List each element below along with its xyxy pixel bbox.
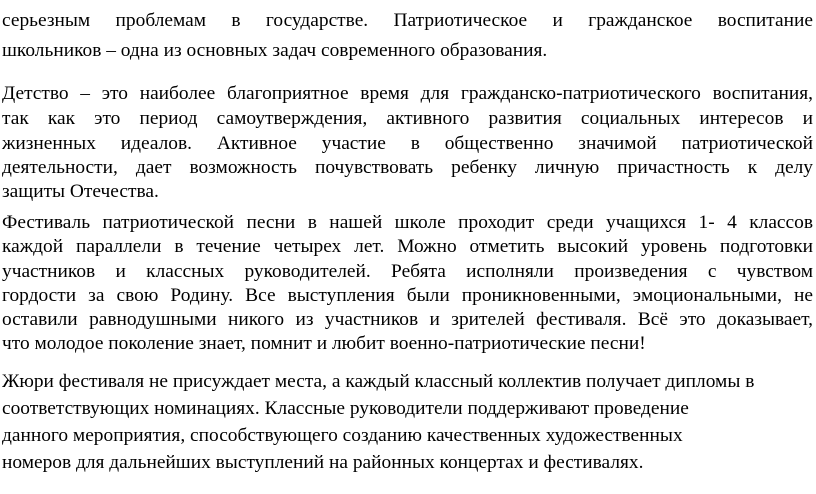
text-line: соответствующих номинациях. Классные руководители поддерживают проведение: [2, 398, 689, 419]
text-line: участников и классных руководителей. Ребята исполняли произведения с чувством: [2, 261, 813, 282]
text-line: Жюри фестиваля не присуждает места, а каждый классный коллектив получает дипломы в: [2, 371, 755, 392]
text-line: что молодое поколение знает, помнит и любит военно-патриотические песни!: [2, 333, 646, 354]
text-line: деятельности, дает возможность почувствовать ребенку личную причастность к делу: [2, 157, 813, 178]
text-line: номеров для дальнейших выступлений на районных концертах и фестивалях.: [2, 452, 644, 473]
text-line: школьников – одна из основных задач современного образования.: [2, 40, 548, 61]
text-line: гордости за свою Родину. Все выступления были проникновенными, эмоциональными, не: [2, 285, 813, 306]
text-line: так как это период самоутверждения, активного развития социальных интересов и: [2, 108, 813, 129]
text-line: оставили равнодушными никого из участников и зрителей фестиваля. Всё это доказывает,: [2, 309, 813, 330]
text-line: жизненных идеалов. Активное участие в общественно значимой патриотической: [2, 133, 813, 154]
text-line: каждой параллели в течение четырех лет. Можно отметить высокий уровень подготовки: [2, 236, 813, 257]
text-line: данного мероприятия, способствующего созданию качественных художественных: [2, 425, 683, 446]
text-line: Фестиваль патриотической песни в нашей школе проходит среди учащихся 1- 4 классов: [2, 212, 813, 233]
text-line: Детство – это наиболее благоприятное время для гражданско-патриотического воспитания,: [2, 83, 813, 104]
text-line: защиты Отечества.: [2, 181, 159, 202]
text-line: серьезным проблемам в государстве. Патриотическое и гражданское воспитание: [2, 10, 813, 31]
